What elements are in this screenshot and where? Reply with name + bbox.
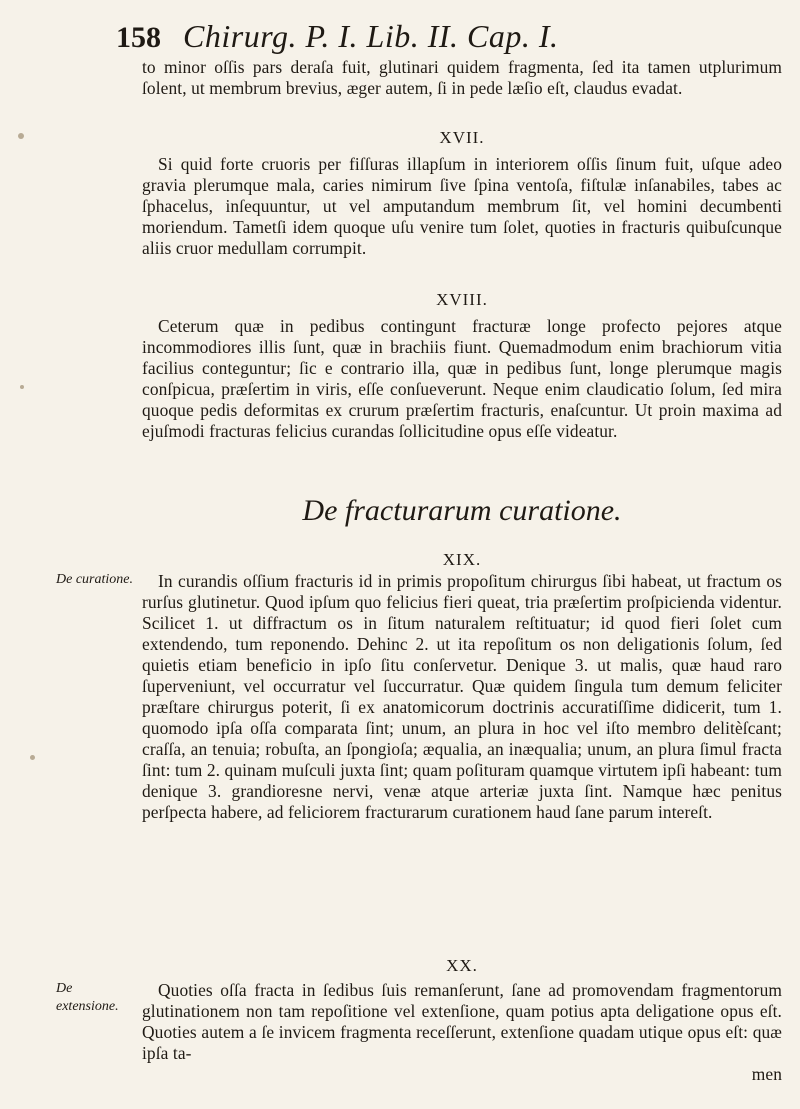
margin-note-curatione: De curatione. [56, 572, 133, 587]
section-number-xix [142, 550, 782, 570]
paragraph-text: Si quid forte cruoris per fiſſuras illapſum in interiorem oſſis ſinum fuit, uſque adeo gravia plerumque mala, caries nimirum ſive ſpina ventoſa, fiſtulæ inſanabiles, tabes ac ſphacelus, inſequuntur, ut vel amputandum membrum ſit, vel homini decumbenti moriendum. Tametſi idem quoque uſu venire tum ſolet, quoties in fracturis quibuſcunque aliis cruor medullam corrumpit. [142, 154, 782, 258]
paper-spot [30, 755, 35, 760]
paper-spot [18, 133, 24, 139]
paragraph-text: to minor oſſis pars deraſa fuit, glutinari quidem fragmenta, ſed ita tamen utplurimum ſolent, ut membrum brevius, æger autem, ſi in pede læſio eſt, claudus evadat. [142, 57, 782, 98]
paragraph-xviii [142, 316, 782, 442]
section-heading [142, 494, 782, 528]
paragraph-xix [142, 571, 782, 823]
section-number: XX. [446, 956, 478, 975]
margin-note-extensione: De extensione. [56, 981, 119, 1014]
paragraph-text: Quoties oſſa fracta in ſedibus ſuis remanſerunt, ſane ad promovendam fragmentorum glutinationem non tam repoſitione vel extenſione, quam potius apta deligatione opus eſt. Quoties autem a ſe invicem fragmenta receſſerunt, extenſione quadam utique opus eſt: quæ ipſa ta- [142, 980, 782, 1063]
section-number: XVII. [439, 128, 485, 147]
section-number: XVIII. [436, 290, 488, 309]
paragraph-xx [142, 980, 782, 1085]
paragraph-text: Ceterum quæ in pedibus contingunt fracturæ longe profecto pejores atque incommodiores illis ſunt, quæ in brachiis fiunt. Quemadmodum enim brachiorum vitia facilius conteguntur; ſic e contrario illa, quæ in pedibus ſunt, longe plerumque magis conſpicua, præſertim in viris, eſſe conſueverunt. Neque enim claudicatio ſolum, ſed mira quoque pedis deformitas ex crurum præſertim fracturis, enaſcuntur. Ut proin maxima ad ejuſmodi fracturas felicius curandas ſollicitudine opus eſſe videatur. [142, 316, 782, 441]
paragraph-xvii [142, 154, 782, 259]
running-title: Chirurg. P. I. Lib. II. Cap. I. [183, 18, 559, 54]
section-number-xx [142, 956, 782, 976]
heading-text: De fracturarum curatione. [302, 494, 622, 527]
paragraph-continued [142, 57, 782, 99]
section-number: XIX. [442, 550, 482, 569]
page-header [116, 18, 776, 58]
paragraph-text: In curandis oſſium fracturis id in primis propoſitum chirurgus ſibi habeat, ut fractum os rurſus glutinetur. Quod ipſum quo felicius fieri queat, tria præſertim proſpicienda videntur. Scilicet 1. ut diffractum os in ſitum naturalem reſtituatur; id quod fieri ſolet cum extendendo, tum reponendo. Dehinc 2. ut ita repoſitum os non deligationis ſolum, ſed quietis etiam beneficio in ipſo ſitu conſervetur. Denique 3. ut malis, quæ haud raro ſuperveniunt, vel occurratur vel ſuccurratur. Quæ quidem ſingula tum demum feliciter præſtare chirurgus poterit, ſi ex anatomicorum doctrinis accuratiſſime didicerit, tum 1. quomodo ipſa oſſa comparata ſint; unum, an plura in hoc vel iſto membro delitèſcant; craſſa, an tenuia; robuſta, an ſpongioſa; æqualia, an inæqualia; unum, an plura ſimul fracta ſint: tum 2. quinam muſculi juxta ſint; quam poſituram quamque virtutem ipſi habeant: tum denique 3. grandioresne nervi, venæ atque arteriæ juxta ſint. Namque hæc penitus perſpecta habere, ad feliciorem fracturarum curationem haud ſane parum intereſt. [142, 571, 782, 822]
paper-spot [20, 385, 24, 389]
section-number-xviii [142, 290, 782, 310]
catchword: men [751, 1064, 782, 1084]
section-number-xvii [142, 128, 782, 148]
page-number: 158 [116, 21, 161, 54]
